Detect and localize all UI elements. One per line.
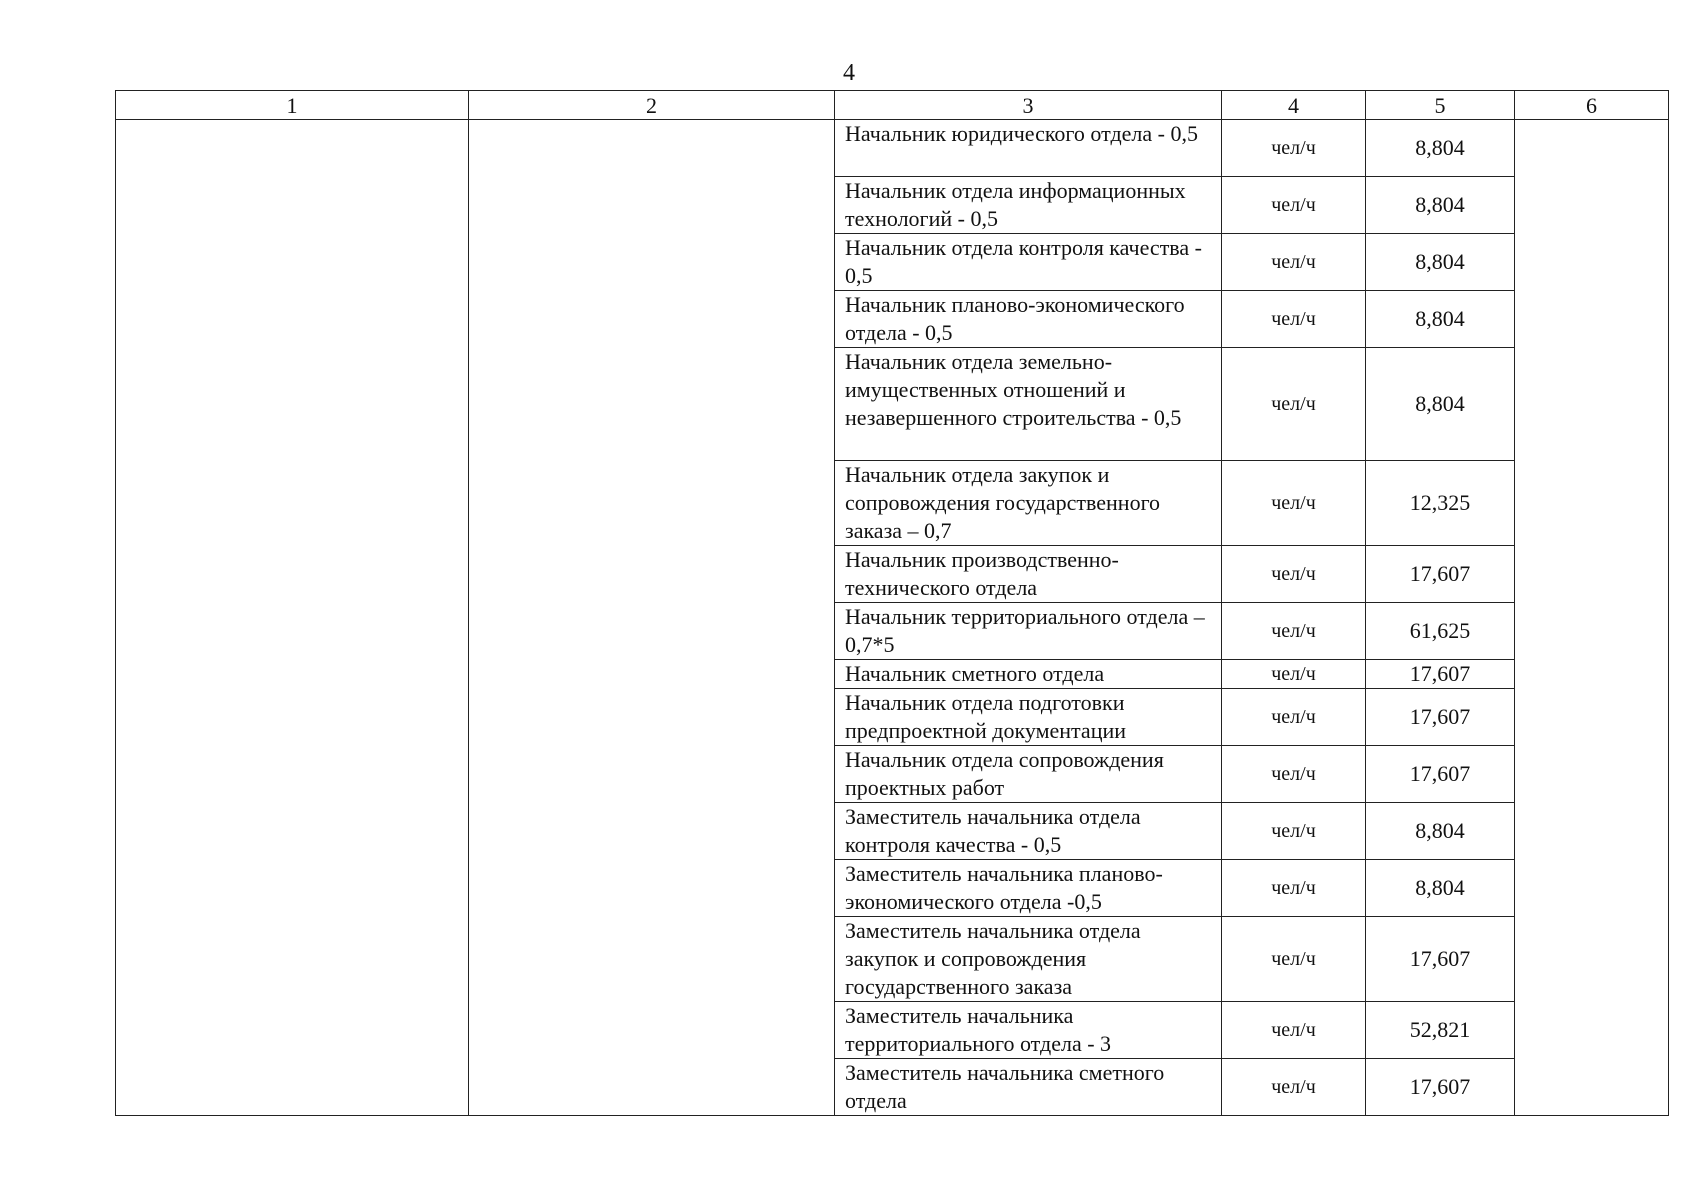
column-1-cell bbox=[116, 120, 469, 1116]
position-name-cell: Начальник юридического отдела - 0,5 bbox=[835, 120, 1222, 177]
position-name-cell: Заместитель начальника планово-экономического отдела -0,5 bbox=[835, 860, 1222, 917]
value-cell: 8,804 bbox=[1366, 860, 1515, 917]
position-name-cell: Заместитель начальника отдела контроля качества - 0,5 bbox=[835, 803, 1222, 860]
position-name-cell: Начальник сметного отдела bbox=[835, 660, 1222, 689]
value-cell: 61,625 bbox=[1366, 603, 1515, 660]
unit-cell: чел/ч bbox=[1222, 689, 1366, 746]
value-cell: 17,607 bbox=[1366, 689, 1515, 746]
value-cell: 17,607 bbox=[1366, 746, 1515, 803]
unit-cell: чел/ч bbox=[1222, 660, 1366, 689]
value-cell: 17,607 bbox=[1366, 917, 1515, 1002]
unit-cell: чел/ч bbox=[1222, 917, 1366, 1002]
column-2-cell bbox=[469, 120, 835, 1116]
column-header-3: 3 bbox=[835, 91, 1222, 120]
position-name-cell: Начальник отдела закупок и сопровождения государственного заказа – 0,7 bbox=[835, 461, 1222, 546]
page-number: 4 bbox=[843, 60, 855, 86]
position-name-cell: Начальник отдела земельно-имущественных отношений и незавершенного строительства - 0,5 bbox=[835, 348, 1222, 461]
position-name-cell: Начальник отдела подготовки предпроектной документации bbox=[835, 689, 1222, 746]
unit-cell: чел/ч bbox=[1222, 546, 1366, 603]
column-header-5: 5 bbox=[1366, 91, 1515, 120]
value-cell: 17,607 bbox=[1366, 546, 1515, 603]
position-name-cell: Начальник отдела сопровождения проектных работ bbox=[835, 746, 1222, 803]
value-cell: 8,804 bbox=[1366, 234, 1515, 291]
position-name-cell: Заместитель начальника сметного отдела bbox=[835, 1059, 1222, 1116]
table-row bbox=[116, 120, 1669, 177]
position-name-cell: Начальник территориального отдела – 0,7*5 bbox=[835, 603, 1222, 660]
position-name-cell: Начальник отдела контроля качества - 0,5 bbox=[835, 234, 1222, 291]
position-name-cell: Заместитель начальника территориального отдела - 3 bbox=[835, 1002, 1222, 1059]
unit-cell: чел/ч bbox=[1222, 461, 1366, 546]
unit-cell: чел/ч bbox=[1222, 1059, 1366, 1116]
value-cell: 8,804 bbox=[1366, 348, 1515, 461]
unit-cell: чел/ч bbox=[1222, 291, 1366, 348]
unit-cell: чел/ч bbox=[1222, 120, 1366, 177]
value-cell: 12,325 bbox=[1366, 461, 1515, 546]
document-table bbox=[115, 90, 1669, 1116]
unit-cell: чел/ч bbox=[1222, 234, 1366, 291]
unit-cell: чел/ч bbox=[1222, 803, 1366, 860]
position-name-cell: Начальник производственно-технического отдела bbox=[835, 546, 1222, 603]
unit-cell: чел/ч bbox=[1222, 603, 1366, 660]
position-name-cell: Заместитель начальника отдела закупок и сопровождения государственного заказа bbox=[835, 917, 1222, 1002]
position-name-cell: Начальник отдела информационных технологий - 0,5 bbox=[835, 177, 1222, 234]
unit-cell: чел/ч bbox=[1222, 746, 1366, 803]
value-cell: 52,821 bbox=[1366, 1002, 1515, 1059]
value-cell: 17,607 bbox=[1366, 1059, 1515, 1116]
column-header-4: 4 bbox=[1222, 91, 1366, 120]
value-cell: 8,804 bbox=[1366, 803, 1515, 860]
value-cell: 8,804 bbox=[1366, 120, 1515, 177]
value-cell: 17,607 bbox=[1366, 660, 1515, 689]
value-cell: 8,804 bbox=[1366, 177, 1515, 234]
column-6-cell bbox=[1515, 120, 1669, 1116]
column-header-1: 1 bbox=[116, 91, 469, 120]
unit-cell: чел/ч bbox=[1222, 860, 1366, 917]
column-header-2: 2 bbox=[469, 91, 835, 120]
unit-cell: чел/ч bbox=[1222, 1002, 1366, 1059]
position-name-cell: Начальник планово-экономического отдела - 0,5 bbox=[835, 291, 1222, 348]
unit-cell: чел/ч bbox=[1222, 177, 1366, 234]
value-cell: 8,804 bbox=[1366, 291, 1515, 348]
column-header-6: 6 bbox=[1515, 91, 1669, 120]
unit-cell: чел/ч bbox=[1222, 348, 1366, 461]
table-header-row bbox=[116, 91, 1669, 120]
